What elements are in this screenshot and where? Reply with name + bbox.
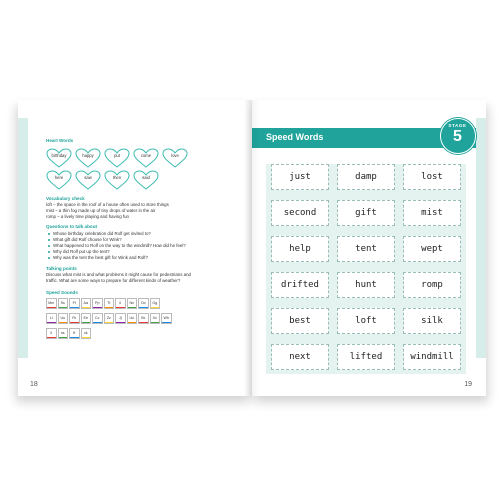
speed-word-card: best: [271, 308, 329, 334]
heart-icon: [133, 170, 159, 190]
heart-word: birthday: [51, 153, 67, 158]
speed-sound-card: Ii: [115, 298, 126, 309]
stage-number: 5: [453, 128, 462, 145]
heart-word-card: [104, 148, 130, 168]
speed-sound-card: Zz: [104, 313, 115, 324]
speed-word-card: lost: [403, 164, 461, 190]
speed-sounds-row: [46, 328, 91, 339]
right-page: [252, 100, 486, 396]
questions-title: Questions to talk about: [46, 224, 98, 229]
speed-words-header: [252, 123, 476, 148]
question-text: Why did Rolf put up the tent?: [53, 249, 110, 254]
bullet-icon: [48, 245, 50, 247]
vocab-line: romp – a lively time playing and having fun: [46, 214, 129, 219]
question-text: What gift did Rolf choose for Wink?: [53, 237, 122, 242]
heart-word: put: [114, 153, 120, 158]
speed-sound-card: ck: [81, 328, 92, 339]
speed-sound-card: Ff: [69, 298, 80, 309]
speed-sound-card: Uu: [58, 313, 69, 324]
bullet-icon: [48, 233, 50, 235]
bullet-icon: [48, 257, 50, 259]
speed-words-grid: [266, 164, 466, 374]
speed-sound-card: Jj: [115, 313, 126, 324]
speed-sounds-row: [46, 313, 172, 324]
speed-sound-card: Kk: [138, 313, 149, 324]
speed-sound-card: ss: [58, 328, 69, 339]
speed-sound-card: Cc: [92, 313, 103, 324]
heart-word-card: [75, 148, 101, 168]
question-item: [48, 255, 148, 260]
speed-word-card: second: [271, 200, 329, 226]
speed-sound-card: Mm: [46, 298, 57, 309]
heart-icon: [104, 170, 130, 190]
speed-word-card: damp: [337, 164, 395, 190]
left-page: [18, 100, 252, 396]
page-number-right: 19: [464, 381, 472, 388]
heart-icon: [46, 170, 72, 190]
speed-sound-card: ll: [46, 328, 57, 339]
heart-word-card: [46, 170, 72, 190]
talking-point-line: Discuss what mist is and what problems it might cause for pedestrians and: [46, 272, 191, 277]
left-page-edge-band: [18, 118, 28, 358]
speed-sound-card: ff: [69, 328, 80, 339]
talking-points-title: Talking points: [46, 266, 77, 271]
stage-label: STAGE: [448, 123, 467, 128]
speed-word-card: lifted: [337, 344, 395, 370]
vocab-line: loft – the space in the roof of a house often used to store things: [46, 202, 169, 207]
talking-point-line: traffic. What are some ways to prepare for different kinds of weather?: [46, 278, 181, 283]
heart-icon: [75, 148, 101, 168]
speed-word-card: loft: [337, 308, 395, 334]
speed-word-card: tent: [337, 236, 395, 262]
right-page-edge-band: [476, 118, 486, 358]
heart-words-title: Heart Words: [46, 138, 74, 143]
heart-word: here: [54, 175, 64, 180]
question-text: Whose birthday celebration did Rolf get invited to?: [53, 231, 151, 236]
heart-word: love: [171, 153, 179, 158]
question-item: [48, 237, 122, 242]
heart-word: said: [142, 175, 150, 180]
heart-word: saw: [84, 175, 92, 180]
bullet-icon: [48, 239, 50, 241]
heart-word-card: [46, 148, 72, 168]
heart-icon: [75, 170, 101, 190]
speed-sound-card: Xx: [150, 313, 161, 324]
heart-icon: [46, 148, 72, 168]
heart-word: then: [112, 175, 122, 180]
speed-sound-card: Oo: [138, 298, 149, 309]
speed-sound-card: Ss: [58, 298, 69, 309]
speed-word-card: gift: [337, 200, 395, 226]
question-item: [48, 243, 186, 248]
speed-sounds-title: Speed Sounds: [46, 290, 78, 295]
speed-sound-card: Tt: [104, 298, 115, 309]
heart-word-card: [75, 170, 101, 190]
speed-word-card: just: [271, 164, 329, 190]
speed-word-card: silk: [403, 308, 461, 334]
speed-sound-card: Pp: [92, 298, 103, 309]
bullet-icon: [48, 251, 50, 253]
question-item: [48, 231, 151, 236]
question-item: [48, 249, 110, 254]
speed-word-card: drifted: [271, 272, 329, 298]
speed-word-card: mist: [403, 200, 461, 226]
heart-word: come: [140, 153, 152, 158]
speed-sound-card: Rr: [69, 313, 80, 324]
page-number-left: 18: [30, 381, 38, 388]
stage-badge: [440, 118, 476, 154]
book-gutter-shadow: [244, 100, 260, 396]
speed-sound-card: Nn: [127, 298, 138, 309]
speed-word-card: hunt: [337, 272, 395, 298]
heart-icon: [162, 148, 188, 168]
heart-word-card: [104, 170, 130, 190]
speed-sound-card: Aa: [81, 298, 92, 309]
heart-icon: [104, 148, 130, 168]
question-text: Why was the tent the best gift for Wink and Rolf?: [53, 255, 148, 260]
heart-word-card: [133, 170, 159, 190]
heart-icon: [133, 148, 159, 168]
speed-sound-card: Uu: [127, 313, 138, 324]
heart-word: happy: [82, 153, 94, 158]
speed-word-card: wept: [403, 236, 461, 262]
speed-word-card: windmill: [403, 344, 461, 370]
speed-word-card: help: [271, 236, 329, 262]
heart-word-card: [162, 148, 188, 168]
open-book: [18, 100, 486, 396]
speed-sound-card: Gg: [150, 298, 161, 309]
speed-sounds-row: [46, 298, 160, 309]
speed-sound-card: Ll: [46, 313, 57, 324]
speed-words-title: Speed Words: [266, 132, 324, 142]
speed-sound-card: Ee: [81, 313, 92, 324]
speed-sound-card: Wh: [161, 313, 172, 324]
heart-word-card: [133, 148, 159, 168]
question-text: What happened to Rolf on the way to the windmill? How did he feel?: [53, 243, 186, 248]
speed-word-card: romp: [403, 272, 461, 298]
vocab-line: mist – a thin fog made up of tiny drops of water in the air: [46, 208, 156, 213]
vocab-title: Vocabulary check: [46, 196, 85, 201]
speed-word-card: next: [271, 344, 329, 370]
